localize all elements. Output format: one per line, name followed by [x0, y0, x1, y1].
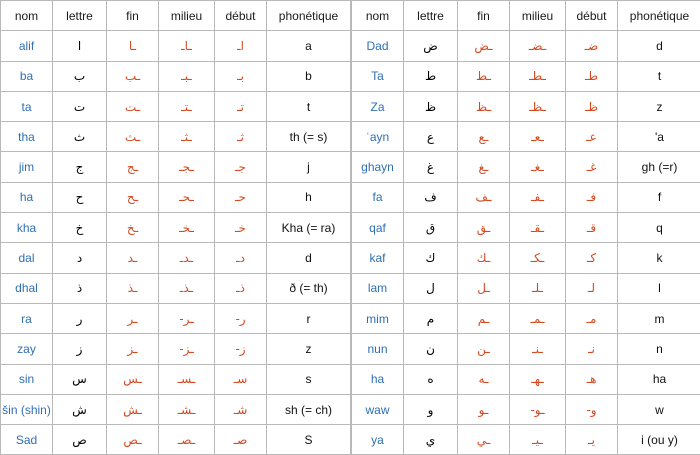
cell-fin: ـغ [458, 152, 510, 182]
cell-phonetique: k [618, 243, 700, 273]
cell-phonetique: h [267, 182, 351, 212]
table-row [352, 182, 700, 212]
cell-lettre: س [53, 364, 107, 394]
cell-nom: Ta [352, 61, 404, 91]
cell-phonetique: t [267, 91, 351, 121]
cell-lettre: غ [404, 152, 458, 182]
cell-milieu: ـيـ [510, 425, 566, 455]
cell-nom: kha [1, 213, 53, 243]
cell-milieu: ـجـ [159, 152, 215, 182]
table-row [352, 334, 700, 364]
table-row [352, 243, 700, 273]
cell-lettre: د [53, 243, 107, 273]
cell-lettre: ص [53, 425, 107, 455]
cell-debut: دـ [215, 243, 267, 273]
column-header-phonetique: phonétique [618, 1, 700, 31]
cell-phonetique: sh (= ch) [267, 394, 351, 424]
cell-debut: لـ [566, 273, 618, 303]
cell-lettre: ت [53, 91, 107, 121]
cell-lettre: ز [53, 334, 107, 364]
cell-phonetique: z [267, 334, 351, 364]
cell-lettre: ط [404, 61, 458, 91]
cell-lettre: ق [404, 213, 458, 243]
cell-nom: Dad [352, 31, 404, 61]
cell-lettre: ع [404, 122, 458, 152]
cell-milieu: ـاـ [159, 31, 215, 61]
cell-fin: ـج [107, 152, 159, 182]
cell-milieu: ـكـ [510, 243, 566, 273]
cell-fin: ـث [107, 122, 159, 152]
cell-fin: ـن [458, 334, 510, 364]
cell-milieu: ـتـ [159, 91, 215, 121]
cell-fin: ـم [458, 303, 510, 333]
table-row [352, 61, 700, 91]
cell-lettre: ث [53, 122, 107, 152]
cell-nom: ra [1, 303, 53, 333]
cell-milieu: ـطـ [510, 61, 566, 91]
cell-debut: تـ [215, 91, 267, 121]
cell-debut: غـ [566, 152, 618, 182]
cell-debut: ثـ [215, 122, 267, 152]
cell-fin: ـش [107, 394, 159, 424]
cell-nom: ba [1, 61, 53, 91]
cell-fin: ـه [458, 364, 510, 394]
cell-milieu: ـهـ [510, 364, 566, 394]
cell-debut: ظـ [566, 91, 618, 121]
table-row [1, 364, 351, 394]
column-header-fin: fin [458, 1, 510, 31]
cell-phonetique: n [618, 334, 700, 364]
cell-nom: sin [1, 364, 53, 394]
table-row [352, 394, 700, 424]
cell-phonetique: r [267, 303, 351, 333]
cell-fin: ـر [107, 303, 159, 333]
cell-milieu: ـضـ [510, 31, 566, 61]
cell-lettre: ك [404, 243, 458, 273]
cell-lettre: ي [404, 425, 458, 455]
cell-lettre: ن [404, 334, 458, 364]
cell-milieu: ـلـ [510, 273, 566, 303]
cell-debut: نـ [566, 334, 618, 364]
cell-fin: ـض [458, 31, 510, 61]
cell-milieu: ـر- [159, 303, 215, 333]
cell-milieu: ـفـ [510, 182, 566, 212]
cell-phonetique: s [267, 364, 351, 394]
cell-phonetique: j [267, 152, 351, 182]
cell-nom: ʿayn [352, 122, 404, 152]
cell-debut: ضـ [566, 31, 618, 61]
cell-nom: lam [352, 273, 404, 303]
cell-nom: ha [1, 182, 53, 212]
cell-lettre: خ [53, 213, 107, 243]
cell-fin: ـا [107, 31, 159, 61]
cell-milieu: ـو- [510, 394, 566, 424]
cell-milieu: ـذـ [159, 273, 215, 303]
cell-debut: قـ [566, 213, 618, 243]
table-row [1, 122, 351, 152]
cell-milieu: ـصـ [159, 425, 215, 455]
cell-phonetique: ð (= th) [267, 273, 351, 303]
cell-phonetique: 'a [618, 122, 700, 152]
cell-debut: سـ [215, 364, 267, 394]
cell-fin: ـو [458, 394, 510, 424]
cell-milieu: ـشـ [159, 394, 215, 424]
cell-fin: ـس [107, 364, 159, 394]
table-row [1, 213, 351, 243]
alphabet-table-right [351, 0, 700, 455]
cell-milieu: ـقـ [510, 213, 566, 243]
column-header-debut: début [566, 1, 618, 31]
cell-debut: حـ [215, 182, 267, 212]
cell-phonetique: d [618, 31, 700, 61]
table-row [1, 182, 351, 212]
cell-milieu: ـبـ [159, 61, 215, 91]
cell-phonetique: a [267, 31, 351, 61]
column-header-debut: début [215, 1, 267, 31]
column-header-nom: nom [1, 1, 53, 31]
cell-nom: dal [1, 243, 53, 273]
table-row [352, 152, 700, 182]
cell-nom: zay [1, 334, 53, 364]
cell-debut: ز- [215, 334, 267, 364]
cell-fin: ـد [107, 243, 159, 273]
cell-phonetique: w [618, 394, 700, 424]
cell-milieu: ـحـ [159, 182, 215, 212]
cell-lettre: ل [404, 273, 458, 303]
column-header-milieu: milieu [159, 1, 215, 31]
table-row [1, 394, 351, 424]
cell-debut: مـ [566, 303, 618, 333]
cell-debut: خـ [215, 213, 267, 243]
cell-debut: شـ [215, 394, 267, 424]
cell-nom: Za [352, 91, 404, 121]
cell-nom: jim [1, 152, 53, 182]
cell-nom: fa [352, 182, 404, 212]
cell-fin: ـع [458, 122, 510, 152]
cell-lettre: ا [53, 31, 107, 61]
cell-phonetique: b [267, 61, 351, 91]
cell-debut: طـ [566, 61, 618, 91]
cell-fin: ـت [107, 91, 159, 121]
cell-milieu: ـز- [159, 334, 215, 364]
cell-fin: ـذ [107, 273, 159, 303]
cell-fin: ـل [458, 273, 510, 303]
cell-milieu: ـثـ [159, 122, 215, 152]
cell-fin: ـف [458, 182, 510, 212]
cell-debut: يـ [566, 425, 618, 455]
column-header-phonetique: phonétique [267, 1, 351, 31]
cell-phonetique: S [267, 425, 351, 455]
cell-phonetique: Kha (= ra) [267, 213, 351, 243]
cell-fin: ـص [107, 425, 159, 455]
cell-milieu: ـخـ [159, 213, 215, 243]
column-header-lettre: lettre [53, 1, 107, 31]
cell-lettre: ه [404, 364, 458, 394]
cell-lettre: ذ [53, 273, 107, 303]
cell-fin: ـي [458, 425, 510, 455]
cell-phonetique: i (ou y) [618, 425, 700, 455]
cell-phonetique: gh (=r) [618, 152, 700, 182]
table-row [352, 273, 700, 303]
table-row [1, 31, 351, 61]
cell-phonetique: d [267, 243, 351, 273]
cell-debut: جـ [215, 152, 267, 182]
cell-fin: ـز [107, 334, 159, 364]
column-header-fin: fin [107, 1, 159, 31]
cell-phonetique: ha [618, 364, 700, 394]
cell-nom: ghayn [352, 152, 404, 182]
cell-debut: فـ [566, 182, 618, 212]
cell-fin: ـح [107, 182, 159, 212]
cell-lettre: م [404, 303, 458, 333]
table-header-row [1, 1, 351, 31]
table-row [1, 61, 351, 91]
cell-phonetique: f [618, 182, 700, 212]
column-header-lettre: lettre [404, 1, 458, 31]
cell-nom: alif [1, 31, 53, 61]
cell-nom: mim [352, 303, 404, 333]
cell-lettre: ج [53, 152, 107, 182]
cell-fin: ـب [107, 61, 159, 91]
table-row [352, 364, 700, 394]
cell-nom: Sad [1, 425, 53, 455]
cell-lettre: ب [53, 61, 107, 91]
table-row [352, 303, 700, 333]
cell-phonetique: t [618, 61, 700, 91]
cell-milieu: ـغـ [510, 152, 566, 182]
cell-milieu: ـسـ [159, 364, 215, 394]
table-row [1, 303, 351, 333]
cell-lettre: ش [53, 394, 107, 424]
cell-nom: tha [1, 122, 53, 152]
table-header-row [352, 1, 700, 31]
cell-lettre: ر [53, 303, 107, 333]
cell-debut: ذـ [215, 273, 267, 303]
cell-nom: ha [352, 364, 404, 394]
cell-debut: و- [566, 394, 618, 424]
cell-lettre: ف [404, 182, 458, 212]
cell-debut: هـ [566, 364, 618, 394]
cell-phonetique: th (= s) [267, 122, 351, 152]
cell-nom: ya [352, 425, 404, 455]
cell-fin: ـق [458, 213, 510, 243]
cell-fin: ـط [458, 61, 510, 91]
cell-milieu: ـنـ [510, 334, 566, 364]
cell-nom: nun [352, 334, 404, 364]
cell-debut: كـ [566, 243, 618, 273]
cell-debut: صـ [215, 425, 267, 455]
cell-phonetique: l [618, 273, 700, 303]
cell-phonetique: z [618, 91, 700, 121]
table-row [352, 91, 700, 121]
table-row [1, 152, 351, 182]
cell-debut: ر- [215, 303, 267, 333]
cell-nom: waw [352, 394, 404, 424]
cell-nom: ta [1, 91, 53, 121]
table-row [352, 213, 700, 243]
table-row [352, 122, 700, 152]
cell-debut: اـ [215, 31, 267, 61]
cell-lettre: ض [404, 31, 458, 61]
cell-fin: ـظ [458, 91, 510, 121]
cell-nom: šin (shin) [1, 394, 53, 424]
cell-lettre: ظ [404, 91, 458, 121]
table-row [352, 31, 700, 61]
column-header-milieu: milieu [510, 1, 566, 31]
cell-milieu: ـمـ [510, 303, 566, 333]
cell-milieu: ـدـ [159, 243, 215, 273]
column-header-nom: nom [352, 1, 404, 31]
table-row [1, 91, 351, 121]
cell-nom: qaf [352, 213, 404, 243]
table-row [1, 243, 351, 273]
cell-fin: ـك [458, 243, 510, 273]
cell-phonetique: m [618, 303, 700, 333]
cell-nom: dhal [1, 273, 53, 303]
cell-phonetique: q [618, 213, 700, 243]
cell-fin: ـخ [107, 213, 159, 243]
table-row [1, 334, 351, 364]
cell-debut: عـ [566, 122, 618, 152]
cell-lettre: ح [53, 182, 107, 212]
cell-debut: بـ [215, 61, 267, 91]
table-row [1, 273, 351, 303]
cell-milieu: ـعـ [510, 122, 566, 152]
cell-milieu: ـظـ [510, 91, 566, 121]
cell-lettre: و [404, 394, 458, 424]
cell-nom: kaf [352, 243, 404, 273]
